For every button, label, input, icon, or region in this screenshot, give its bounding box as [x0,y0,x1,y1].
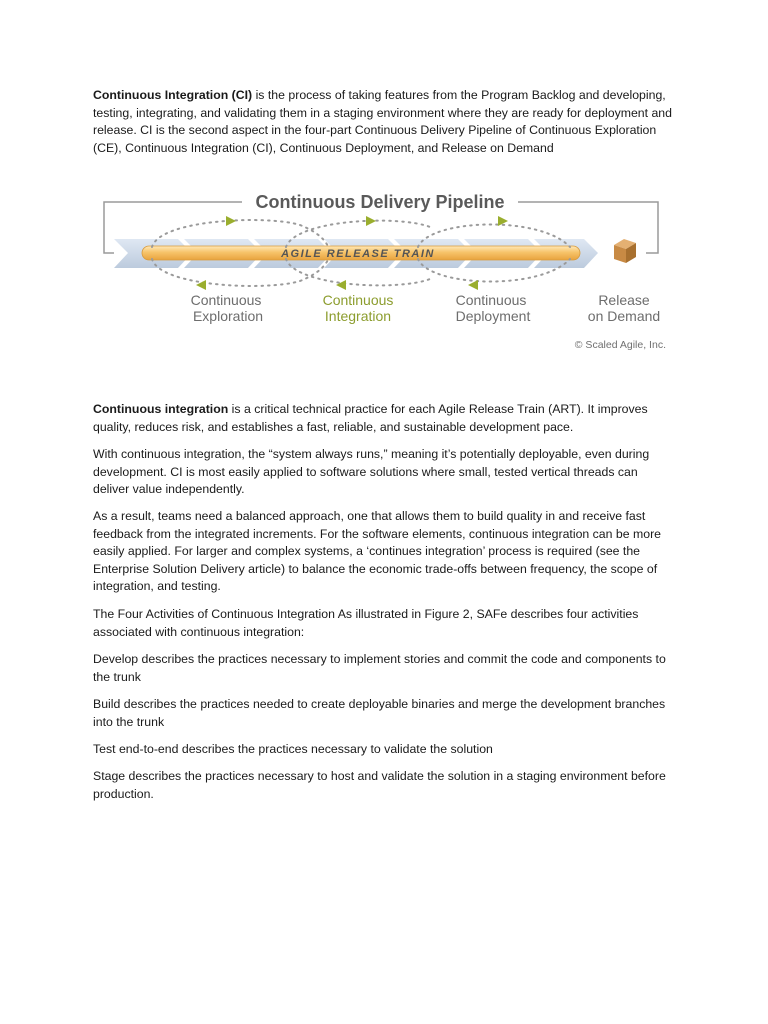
stage-2-line2: Integration [324,308,392,324]
develop-paragraph: Develop describes the practices necessary to implement stories and commit the code and components to the trunk [93,652,666,684]
stage-paragraph: Stage describes the practices necessary to host and validate the solution in a staging environment before production. [93,769,666,801]
ci-paragraph [93,401,675,436]
box-icon [614,239,636,263]
build-paragraph: Build describes the practices needed to create deployable binaries and merge the development branches into the trunk [93,697,666,729]
four-activities-paragraph: The Four Activities of Continuous Integration As illustrated in Figure 2, SAFe describes four activities associated with continuous integration: [93,607,639,639]
ci-text: is a critical technical practice for each Agile Release Train (ART). It improves quality, reduces risk, and establishes a fast, reliable, and sustainable development pace. [93,402,648,434]
intro-paragraph [93,87,675,157]
stage-4-line1: Release [598,292,650,308]
continuous-delivery-pipeline-figure [100,183,670,358]
train-label: AGILE RELEASE TRAIN [281,248,435,260]
stage-3-line2: Deployment [455,308,531,324]
stage-2-line1: Continuous [322,292,394,308]
stage-1-line1: Continuous [190,292,262,308]
stage-4-line2: on Demand [587,308,661,324]
stage-1-line2: Exploration [192,308,264,324]
pipeline-diagram [100,183,670,358]
stage-3-line1: Continuous [455,292,527,308]
intro-text: is the process of taking features from the Program Backlog and developing, testing, integrating, and validating them in a staging environment where they are ready for deployment and release. CI is the second aspect in the four-part Continuous Delivery Pipeline of Continuous Exploration (CE), Continuous Integration (CI), Continuous Deployment, and Release on Demand [93,88,672,155]
figure-title: Continuous Delivery Pipeline [255,192,505,212]
with-ci-paragraph: With continuous integration, the “system always runs,” meaning it’s potentially deployable, even during development. CI is most easily applied to software solutions where small, tested vertical threads can deliver value independently. [93,447,650,497]
ci-term: Continuous integration [93,402,229,416]
copyright-notice: © Scaled Agile, Inc. [574,339,666,351]
test-paragraph: Test end-to-end describes the practices necessary to validate the solution [93,742,493,756]
result-paragraph: As a result, teams need a balanced approach, one that allows them to build quality in and receive fast feedback from the integrated increments. For the software elements, continuous integration can be more easily applied. For larger and complex systems, a ‘continues integration’ process is required (see the Enterprise Solution Delivery article) to balance the economic trade-offs between frequency, the scope of integration, and testing. [93,509,662,594]
intro-term: Continuous Integration (CI) [93,88,253,102]
